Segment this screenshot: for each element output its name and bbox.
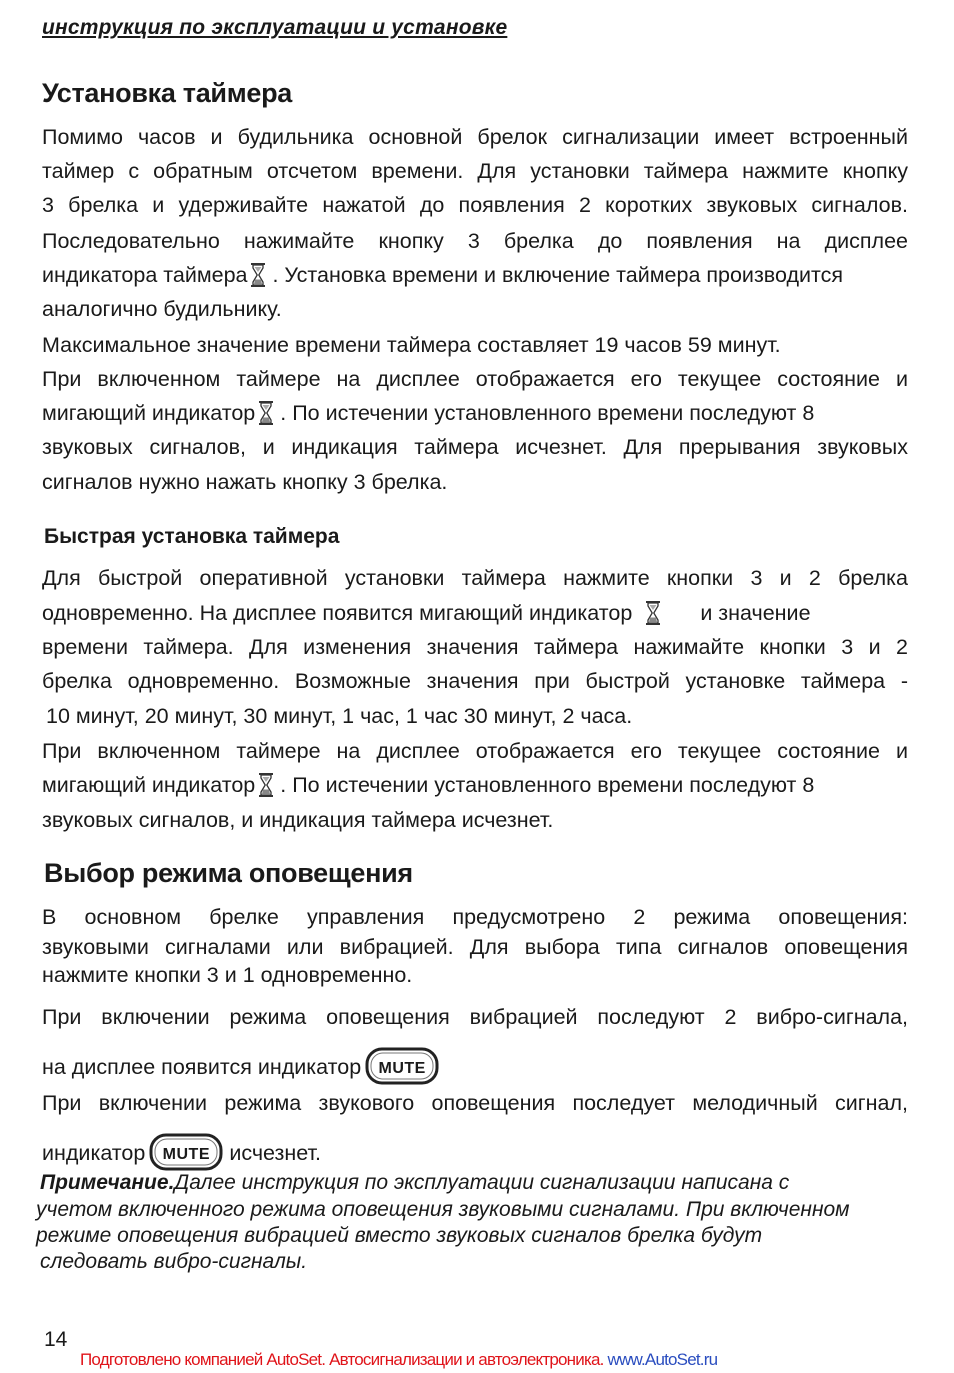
text-line: таймер с обратным отсчетом времени. Для установки таймера нажмите кнопку [42, 159, 908, 183]
text-line: времени таймера. Для изменения значения таймера нажимайте кнопки 3 и 2 [42, 635, 908, 659]
text-line: аналогично будильнику. [42, 297, 282, 321]
text-line: 10 минут, 20 минут, 30 минут, 1 час, 1 час 30 минут, 2 часа. [46, 704, 633, 728]
footer-link[interactable]: www.AutoSet.ru [607, 1350, 718, 1369]
footer-credit [80, 1350, 717, 1370]
section-title-quick-timer: Быстрая установка таймера [44, 525, 340, 548]
note-line: режиме оповещения вибрацией вместо звуковых сигналов брелка будут [36, 1224, 763, 1247]
text-line-with-icon [42, 400, 908, 426]
text-fragment: . Установка времени и включение таймера производится [272, 263, 844, 287]
text-line: Для быстрой оперативной установки таймера нажмите кнопки 3 и 2 брелка [42, 566, 908, 590]
text-fragment: и значение [700, 601, 811, 625]
text-line-with-icon [42, 1046, 908, 1086]
hourglass-icon [644, 600, 662, 626]
section-title-alert-mode: Выбор режима оповещения [44, 858, 413, 888]
text-fragment: мигающий индикатор [42, 401, 256, 425]
text-line-with-icon [42, 262, 908, 288]
text-line: звуковыми сигналами или вибрацией. Для выбора типа сигналов оповещения [42, 935, 908, 959]
mute-label: MUTE [378, 1060, 426, 1077]
text-line: Последовательно нажимайте кнопку 3 брелка до появления на дисплее [42, 229, 908, 253]
text-line: При включенном таймере на дисплее отображается его текущее состояние и [42, 739, 908, 763]
text-line: Помимо часов и будильника основной брелок сигнализации имеет встроенный [42, 125, 908, 149]
text-line: При включенном таймере на дисплее отображается его текущее состояние и [42, 367, 908, 391]
text-fragment: . По истечении установленного времени последуют 8 [280, 773, 815, 797]
text-line: Максимальное значение времени таймера составляет 19 часов 59 минут. [42, 333, 781, 357]
note-line: учетом включенного режима оповещения звуковыми сигналами. При включенном [36, 1198, 850, 1221]
footer-text: Подготовлено компанией AutoSet. Автосигнализации и автоэлектроника. [80, 1350, 604, 1369]
text-line: нажмите кнопки 3 и 1 одновременно. [42, 963, 413, 987]
hourglass-icon [257, 400, 275, 426]
text-fragment: мигающий индикатор [42, 773, 256, 797]
text-line: 3 брелка и удерживайте нажатой до появления 2 коротких звуковых сигналов. [42, 193, 908, 217]
text-line-with-icon [42, 1132, 908, 1172]
text-fragment: индикатор [42, 1141, 146, 1165]
text-line: звуковых сигналов, и индикация таймера исчезнет. Для прерывания звуковых [42, 435, 908, 459]
text-line: При включении режима звукового оповещения последует мелодичный сигнал, [42, 1091, 908, 1115]
text-fragment: индикатора таймера [42, 263, 248, 287]
text-line: брелка одновременно. Возможные значения при быстрой установке таймера - [42, 669, 908, 693]
text-fragment: на дисплее появится индикатор [42, 1055, 362, 1079]
hourglass-icon [249, 262, 267, 288]
text-fragment: исчезнет. [229, 1141, 321, 1165]
hourglass-icon [257, 772, 275, 798]
text-line: звуковых сигналов, и индикация таймера исчезнет. [42, 808, 554, 832]
note-line [40, 1170, 954, 1196]
text-line-with-icon [42, 772, 908, 798]
text-line: В основном брелке управления предусмотрено 2 режима оповещения: [42, 905, 908, 929]
mute-indicator-icon [365, 1046, 439, 1086]
note-label: Примечание. [40, 1171, 175, 1194]
text-line-with-icon [42, 600, 908, 626]
note-line: следовать вибро-сигналы. [40, 1250, 308, 1273]
text-fragment: одновременно. На дисплее появится мигающий индикатор [42, 601, 633, 625]
section-title-timer: Установка таймера [42, 78, 293, 108]
page-number: 14 [44, 1328, 68, 1351]
document-header: инструкция по эксплуатации и установке [42, 16, 508, 39]
mute-label: MUTE [162, 1146, 210, 1163]
text-line: При включении режима оповещения вибрацией последуют 2 вибро-сигнала, [42, 1005, 908, 1029]
text-fragment: . По истечении установленного времени последуют 8 [280, 401, 815, 425]
text-fragment: Далее инструкция по эксплуатации сигнализации написана с [174, 1171, 790, 1194]
mute-indicator-icon [149, 1132, 223, 1172]
text-line: сигналов нужно нажать кнопку 3 брелка. [42, 470, 448, 494]
